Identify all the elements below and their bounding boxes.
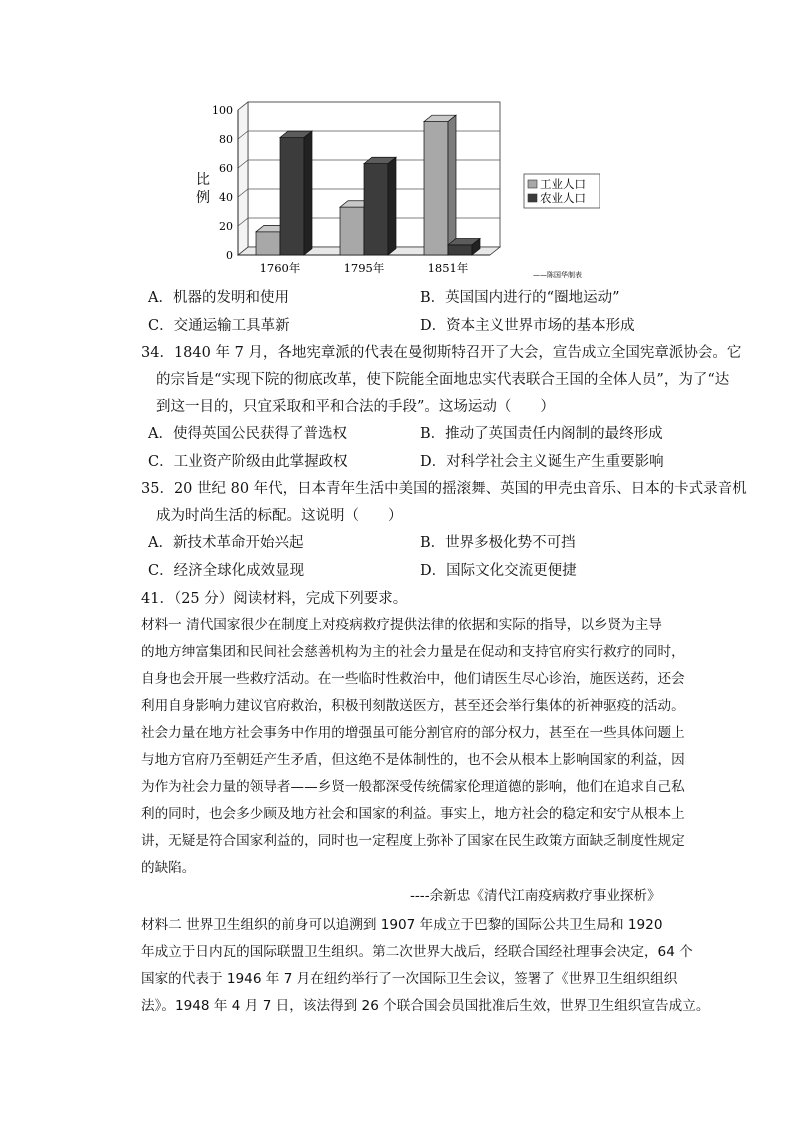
material1-line: 讲，无疑是符合国家利益的，同时也一定程度上弥补了国家在民生政策方面缺乏制度性规定 <box>141 833 685 849</box>
x-tick-label: 1851年 <box>427 261 469 275</box>
legend-label-agriculture: 农业人口 <box>540 191 586 205</box>
bar-agriculture-1 <box>364 164 388 255</box>
material1-line: 自身也会开展一些救疗活动。在一些临时性救治中，他们请医生尽心诊治，施医送药，还会 <box>141 671 685 687</box>
material1-line: 利用自身影响力建议官府救治，积极刊刻散送医方，甚至还会举行集体的祈神驱疫的活动。 <box>141 698 685 714</box>
q35-stem-line: 成为时尚生活的标配。这说明（ ） <box>156 508 403 524</box>
q35-option-c: C．经济全球化成效显现 <box>148 563 305 579</box>
y-axis-label-2: 例 <box>196 190 210 206</box>
q34-option-a: A．使得英国公民获得了普选权 <box>148 426 347 442</box>
legend-swatch-agriculture <box>528 194 537 202</box>
bar-industry-2 <box>424 122 448 255</box>
q34-option-b: B．推动了英国责任内阁制的最终形成 <box>420 426 663 442</box>
q33-option-b: B．英国国内进行的“圈地运动” <box>420 290 620 306</box>
bar-agriculture-2 <box>448 245 472 255</box>
chart-source: ——陈国华制表 <box>533 271 582 279</box>
material1-line: 材料一 清代国家很少在制度上对疫病救疗提供法律的依据和实际的指导，以乡贤为主导 <box>141 617 662 633</box>
q35-option-a: A．新技术革命开始兴起 <box>148 535 304 551</box>
q35-stem-line: 35．20 世纪 80 年代，日本青年生活中美国的摇滚舞、英国的甲壳虫音乐、日本的卡式录音机 <box>141 481 747 497</box>
y-tick-label: 100 <box>212 104 233 117</box>
q35-option-b: B．世界多极化势不可挡 <box>420 535 576 551</box>
material1-line: 的缺陷。 <box>141 860 196 876</box>
x-tick-label: 1795年 <box>343 261 385 275</box>
y-axis-label-1: 比 <box>196 172 210 188</box>
bar-agriculture-0 <box>280 138 304 255</box>
y-tick-label: 80 <box>219 133 233 146</box>
material2-line: 法》。1948 年 4 月 7 日，该法得到 26 个联合国会员国批准后生效，世界卫生组织宣告成立。 <box>141 998 710 1014</box>
q33-option-c: C．交通运输工具革新 <box>148 318 290 334</box>
y-tick-label: 20 <box>219 220 233 233</box>
material2-line: 年成立于日内瓦的国际联盟卫生组织。第二次世界大战后，经联合国经社理事会决定，64 个 <box>141 944 693 960</box>
q34-option-c: C．工业资产阶级由此掌握政权 <box>148 454 348 470</box>
q34-option-d: D．对科学社会主义诞生产生重要影响 <box>420 454 664 470</box>
material1-line: 社会力量在地方社会事务中作用的增强虽可能分割官府的部分权力，甚至在一些具体问题上 <box>141 725 685 741</box>
material1-line: 为作为社会力量的领导者——乡贤一般都深受传统儒家伦理道德的影响，他们在追求自己私 <box>141 779 685 795</box>
y-tick-label: 40 <box>219 191 233 204</box>
bar-industry-0 <box>256 232 280 255</box>
material1-line: 利的同时，也会多少顾及地方社会和国家的利益。事实上，地方社会的稳定和安宁从根本上 <box>141 806 685 822</box>
q34-stem-line: 的宗旨是“实现下院的彻底改革，使下院能全面地忠实代表联合王国的全体人员”，为了“达 <box>156 372 730 388</box>
y-tick-label: 0 <box>226 249 233 262</box>
chart-side-wall <box>238 102 248 255</box>
y-tick-label: 60 <box>219 162 233 175</box>
bar-side <box>388 157 396 255</box>
q34-stem-line: 到这一目的，只宜采取和平和合法的手段”。这场运动（ ） <box>156 399 555 415</box>
population-bar-chart <box>190 98 600 284</box>
q33-option-d: D．资本主义世界市场的基本形成 <box>420 318 635 334</box>
legend-swatch-industry <box>528 180 537 188</box>
material2-line: 国家的代表于 1946 年 7 月在纽约举行了一次国际卫生会议，签署了《世界卫生组织组织 <box>141 971 678 987</box>
bar-side <box>304 131 312 255</box>
x-tick-label: 1760年 <box>259 261 301 275</box>
material1-source: ----余新忠《清代江南疫病救疗事业探析》 <box>410 888 661 904</box>
q35-option-d: D．国际文化交流更便捷 <box>420 563 577 579</box>
bar-industry-1 <box>340 207 364 255</box>
q34-stem-line: 34．1840 年 7 月，各地宪章派的代表在曼彻斯特召开了大会，宣告成立全国宪章派协会。它 <box>141 345 742 361</box>
material1-line: 的地方绅富集团和民间社会慈善机构为主的社会力量是在促动和支持官府实行救疗的同时， <box>141 644 685 660</box>
chart-legend <box>524 174 600 208</box>
legend-label-industry: 工业人口 <box>540 177 586 191</box>
material1-line: 与地方官府乃至朝廷产生矛盾，但这绝不是体制性的，也不会从根本上影响国家的利益，因 <box>141 752 685 768</box>
q41-header: 41．（25 分）阅读材料，完成下列要求。 <box>141 591 408 607</box>
bar-side <box>448 115 456 255</box>
q33-option-a: A．机器的发明和使用 <box>148 290 289 306</box>
material2-line: 材料二 世界卫生组织的前身可以追溯到 1907 年成立于巴黎的国际公共卫生局和 1920 <box>141 917 663 933</box>
